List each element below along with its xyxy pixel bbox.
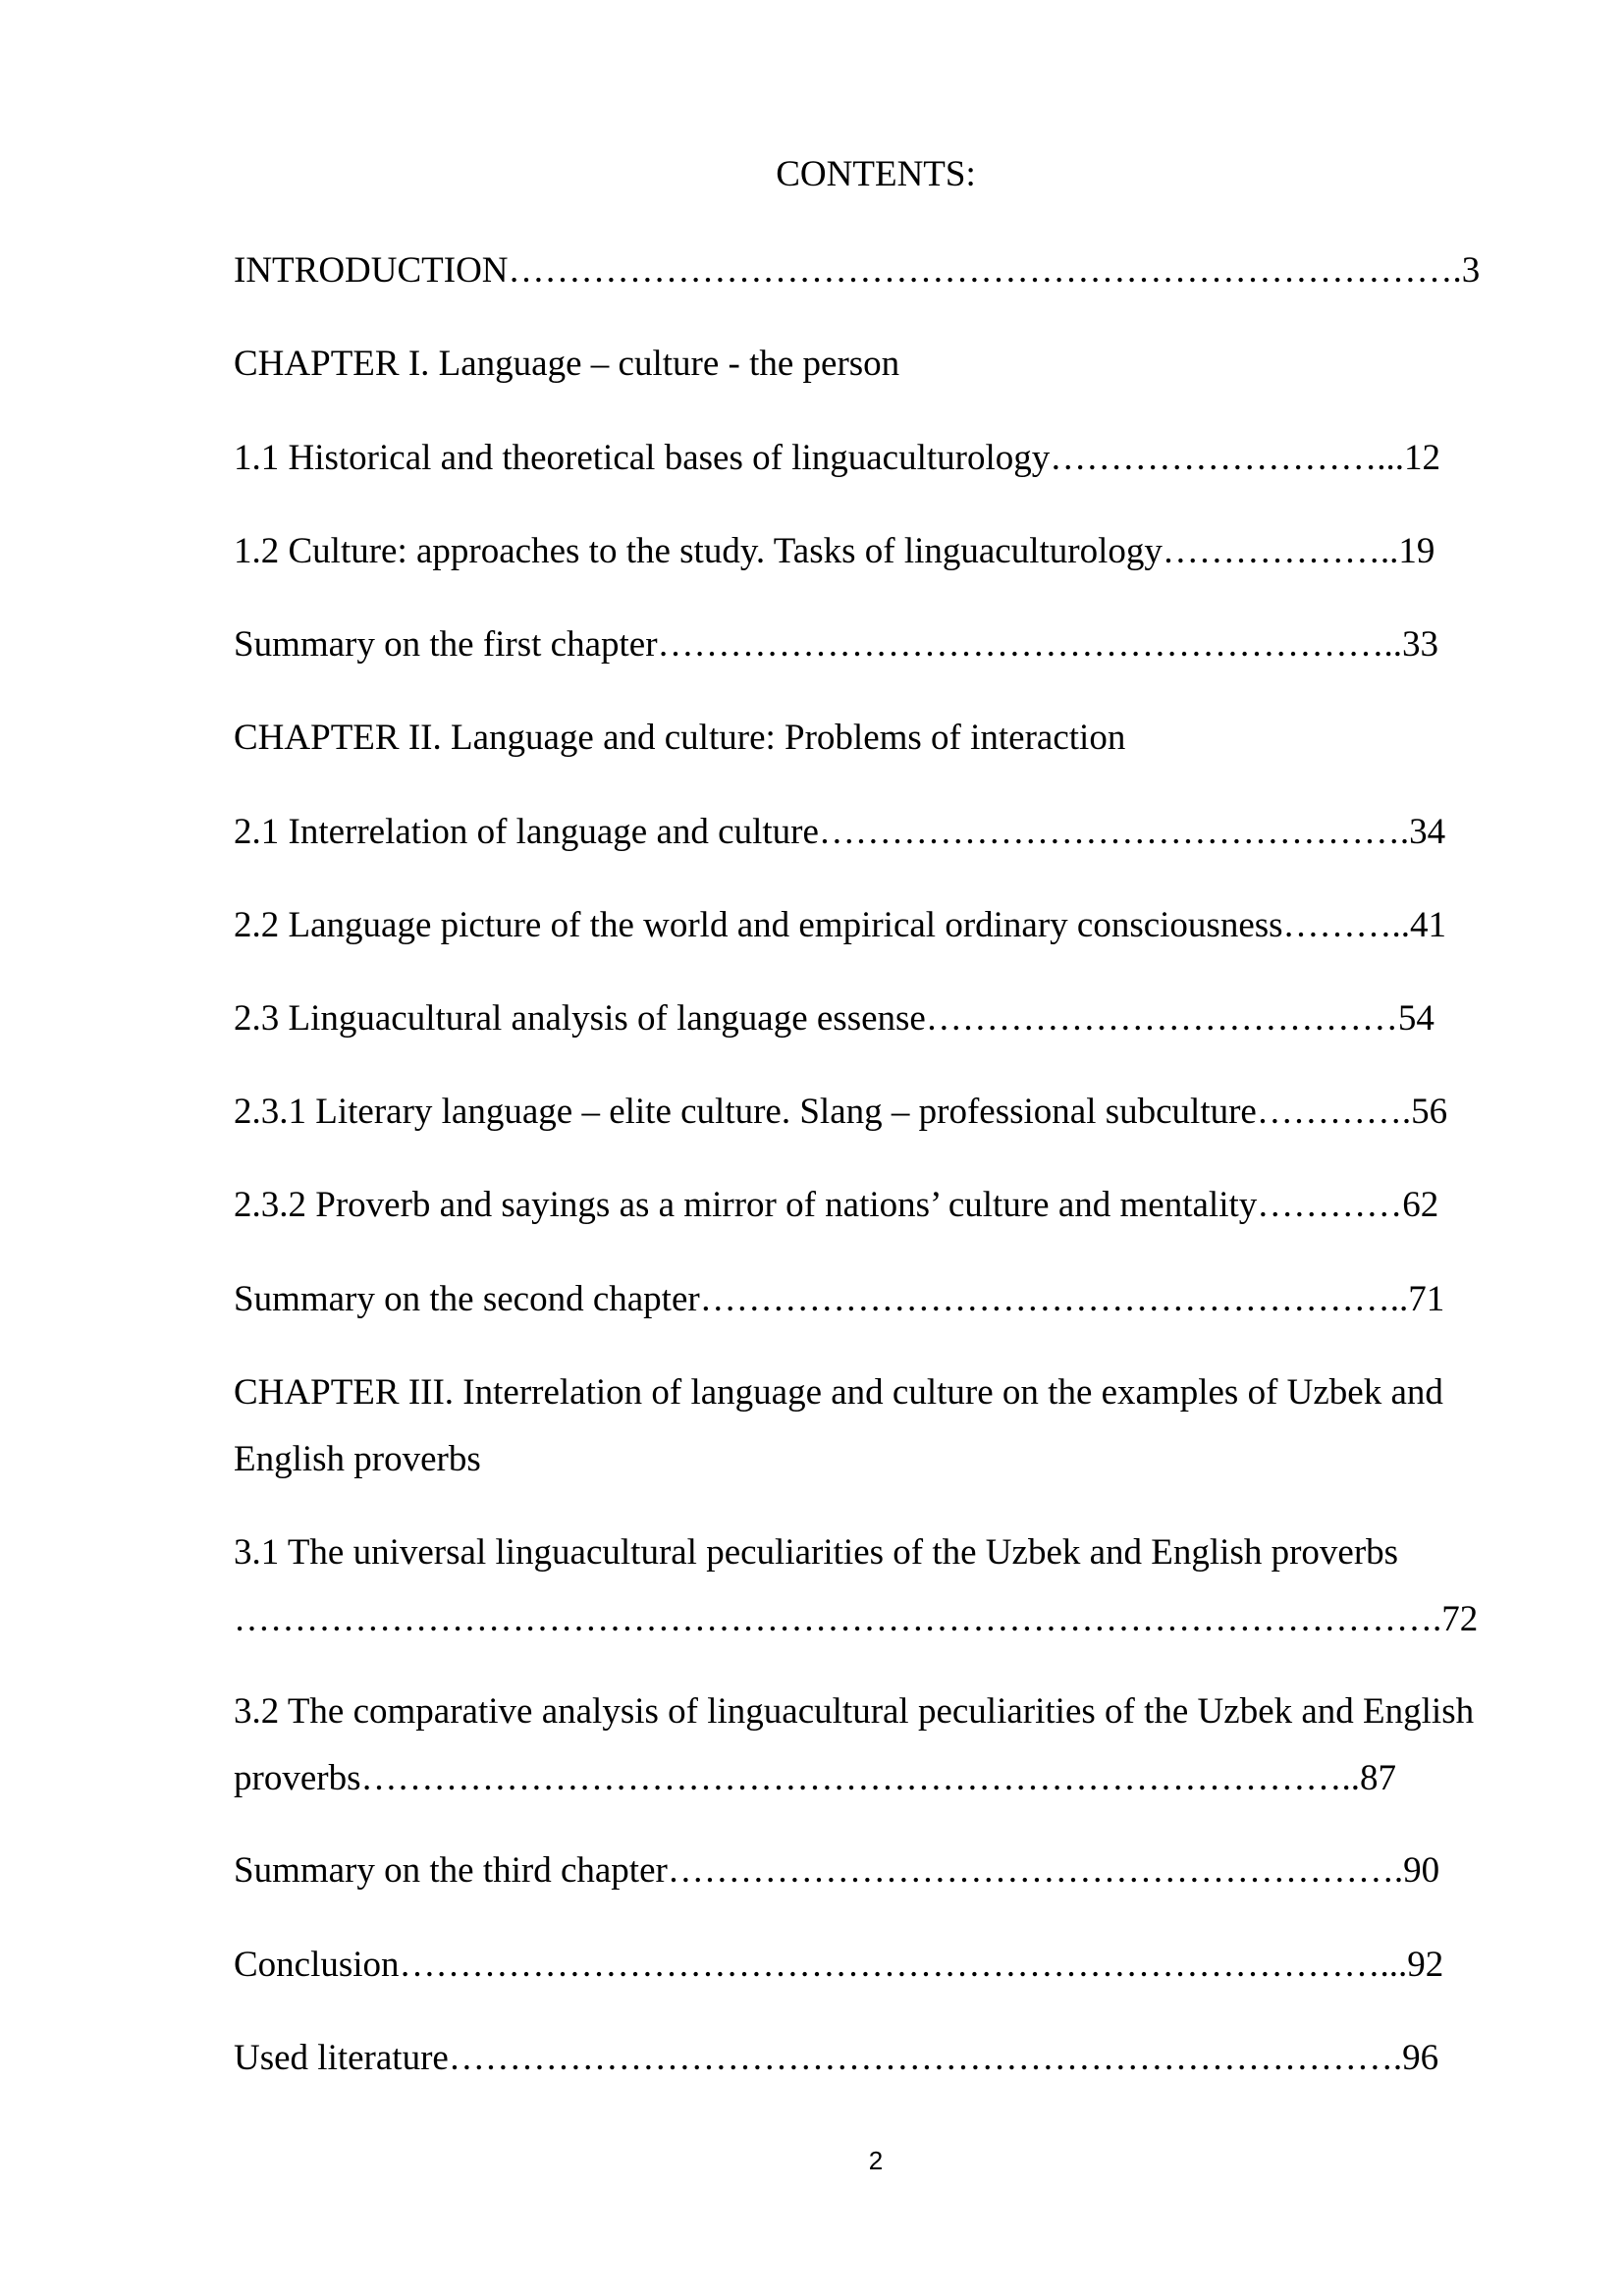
toc-entry-3-2: 3.2 The comparative analysis of linguacultural peculiarities of the Uzbek and English proverbs………………………………………………………………………..87 [234, 1691, 1475, 1798]
toc-entry-summary-1: Summary on the first chapter……………………………………………………..33 [234, 624, 1439, 665]
page-number: 2 [868, 2146, 884, 2175]
toc-entry-conclusion: Conclusion………………………………………………………………………...92 [234, 1945, 1444, 1985]
toc-entry-summary-3: Summary on the third chapter…………………………………………………….90 [234, 1850, 1440, 1891]
contents-heading: CONTENTS: [776, 154, 976, 194]
toc-entry-2-3: 2.3 Linguacultural analysis of language essense…………………………………54 [234, 998, 1435, 1039]
toc-entry-used-literature: Used literature…………………………………………………………………….96 [234, 2038, 1439, 2078]
toc-entry-1-2: 1.2 Culture: approaches to the study. Tasks of linguaculturology………………..19 [234, 531, 1435, 571]
toc-entry-1-1: 1.1 Historical and theoretical bases of linguaculturology………………………...12 [234, 438, 1440, 478]
toc-entry-2-3-1: 2.3.1 Literary language – elite culture. Slang – professional subculture………….56 [234, 1092, 1448, 1132]
toc-entry-2-2: 2.2 Language picture of the world and empirical ordinary consciousness………..41 [234, 905, 1447, 945]
toc-entry-summary-2: Summary on the second chapter…………………………………………………..71 [234, 1279, 1445, 1319]
toc-entry-introduction: INTRODUCTION…………………………………………………………………….3 [234, 250, 1481, 291]
toc-entry-chapter-2: CHAPTER II. Language and culture: Problems of interaction [234, 718, 1126, 758]
toc-entry-chapter-3: CHAPTER III. Interrelation of language and culture on the examples of Uzbek and English proverbs [234, 1372, 1443, 1479]
toc-entry-3-1: 3.1 The universal linguacultural peculiarities of the Uzbek and English proverbs ……………………………………………………………………………………….72 [234, 1532, 1479, 1639]
toc-entry-chapter-1: CHAPTER I. Language – culture - the person [234, 344, 900, 384]
toc-entry-2-1: 2.1 Interrelation of language and culture………………………………………….34 [234, 812, 1446, 852]
toc-entry-2-3-2: 2.3.2 Proverb and sayings as a mirror of nations’ culture and mentality…………62 [234, 1185, 1439, 1225]
